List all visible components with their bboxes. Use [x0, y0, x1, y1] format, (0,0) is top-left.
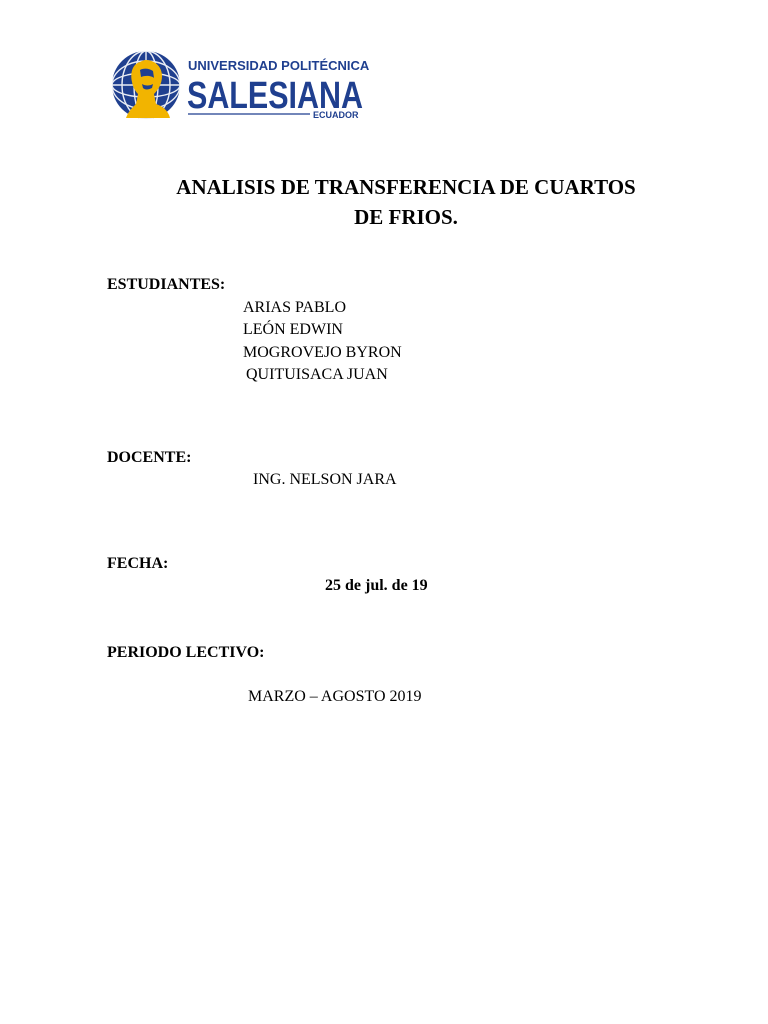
date-value — [325, 577, 428, 595]
teacher-name: ING. NELSON JARA — [253, 471, 397, 488]
logo-line2: SALESIANA — [187, 75, 363, 117]
date-day: 25 — [325, 577, 341, 594]
students-label: ESTUDIANTES: — [107, 276, 226, 293]
title-line-1: ANALISIS DE TRANSFERENCIA DE CUARTOS — [176, 175, 636, 199]
student-name: MOGROVEJO BYRON — [243, 344, 402, 361]
student-name: LEÓN EDWIN — [243, 321, 343, 338]
teacher-label: DOCENTE: — [107, 449, 192, 466]
university-logo — [110, 48, 370, 122]
period-value: MARZO – AGOSTO 2019 — [248, 688, 422, 705]
globe-emblem — [112, 51, 180, 119]
period-label: PERIODO LECTIVO: — [107, 644, 265, 661]
date-rest: de jul. de 19 — [345, 577, 428, 594]
logo-line3: ECUADOR — [313, 110, 359, 120]
student-name: ARIAS PABLO — [243, 299, 346, 316]
logo-line1: UNIVERSIDAD POLITÉCNICA — [188, 58, 370, 73]
title-line-2: DE FRIOS. — [354, 205, 458, 229]
date-label: FECHA: — [107, 555, 169, 572]
student-name: QUITUISACA JUAN — [246, 366, 388, 383]
document-title — [100, 172, 712, 232]
